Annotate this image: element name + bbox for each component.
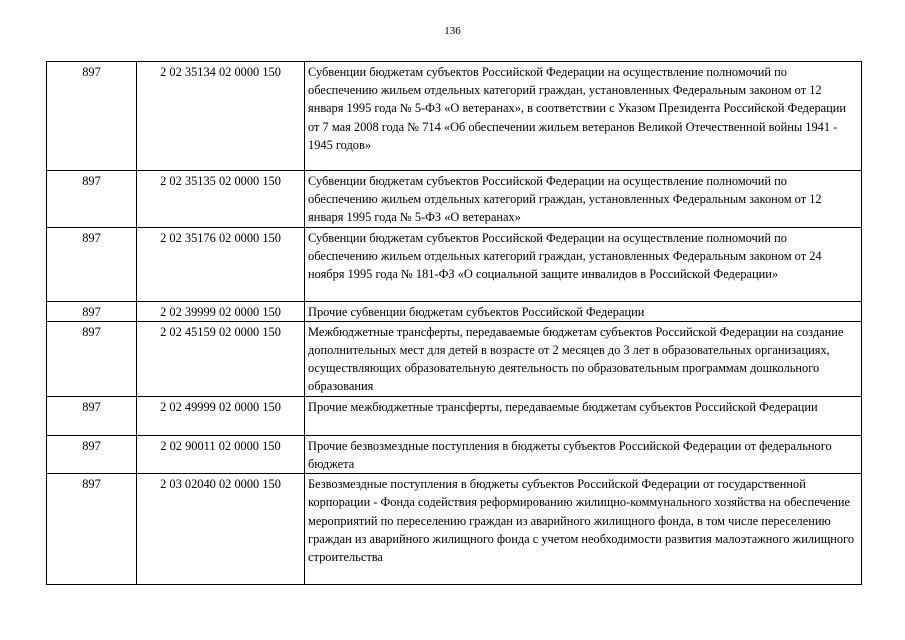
budget-code-cell: 2 02 35134 02 0000 150 xyxy=(137,62,305,171)
table-row xyxy=(47,62,862,171)
income-name-cell: Межбюджетные трансферты, передаваемые бюджетам субъектов Российской Федерации на создание дополнительных мест для детей в возрасте от 2 месяцев до 3 лет в образовательных организациях, осуществляющих образовательную деятельность по образовательным программам дошкольного образования xyxy=(305,321,862,396)
income-name-cell: Субвенции бюджетам субъектов Российской Федерации на осуществление полномочий по обеспечению жильем отдельных категорий граждан, установленных Федеральным законом от 24 ноября 1995 года № 181-ФЗ «О социальной защите инвалидов в Российской Федерации» xyxy=(305,227,862,301)
table-row xyxy=(47,171,862,228)
admin-code-cell: 897 xyxy=(47,474,137,585)
admin-code-cell: 897 xyxy=(47,171,137,228)
table-row xyxy=(47,396,862,435)
table-row xyxy=(47,301,862,321)
table-row xyxy=(47,227,862,301)
admin-code-cell: 897 xyxy=(47,227,137,301)
table-row xyxy=(47,321,862,396)
admin-code-cell: 897 xyxy=(47,396,137,435)
budget-code-cell: 2 02 39999 02 0000 150 xyxy=(137,301,305,321)
budget-code-cell: 2 02 45159 02 0000 150 xyxy=(137,321,305,396)
budget-code-cell: 2 02 35135 02 0000 150 xyxy=(137,171,305,228)
page-number: 136 xyxy=(444,25,461,37)
income-name-cell: Прочие субвенции бюджетам субъектов Российской Федерации xyxy=(305,301,862,321)
admin-code-cell: 897 xyxy=(47,321,137,396)
budget-code-cell: 2 02 90011 02 0000 150 xyxy=(137,435,305,473)
income-name-cell: Субвенции бюджетам субъектов Российской Федерации на осуществление полномочий по обеспечению жильем отдельных категорий граждан, установленных Федеральным законом от 12 января 1995 года № 5-ФЗ «О ветеранах» xyxy=(305,171,862,228)
income-name-cell: Прочие межбюджетные трансферты, передаваемые бюджетам субъектов Российской Федерации xyxy=(305,396,862,435)
table-row xyxy=(47,474,862,585)
budget-code-cell: 2 02 49999 02 0000 150 xyxy=(137,396,305,435)
budget-code-cell: 2 03 02040 02 0000 150 xyxy=(137,474,305,585)
admin-code-cell: 897 xyxy=(47,301,137,321)
budget-classification-table xyxy=(46,61,862,585)
income-name-cell: Безвозмездные поступления в бюджеты субъектов Российской Федерации от государственной корпорации - Фонда содействия реформированию жилищно-коммунального хозяйства на обеспечение мероприятий по переселению граждан из аварийного жилищного фонда, в том числе переселению граждан из аварийного жилищного фонда с учетом необходимости развития малоэтажного жилищного строительства xyxy=(305,474,862,585)
admin-code-cell: 897 xyxy=(47,435,137,473)
income-name-cell: Субвенции бюджетам субъектов Российской Федерации на осуществление полномочий по обеспечению жильем отдельных категорий граждан, установленных Федеральным законом от 12 января 1995 года № 5-ФЗ «О ветеранах», в соответствии с Указом Президента Российской Федерации от 7 мая 2008 года № 714 «Об обеспечении жильем ветеранов Великой Отечественной войны 1941 - 1945 годов» xyxy=(305,62,862,171)
income-name-cell: Прочие безвозмездные поступления в бюджеты субъектов Российской Федерации от федерального бюджета xyxy=(305,435,862,473)
budget-code-cell: 2 02 35176 02 0000 150 xyxy=(137,227,305,301)
admin-code-cell: 897 xyxy=(47,62,137,171)
table-row xyxy=(47,435,862,473)
